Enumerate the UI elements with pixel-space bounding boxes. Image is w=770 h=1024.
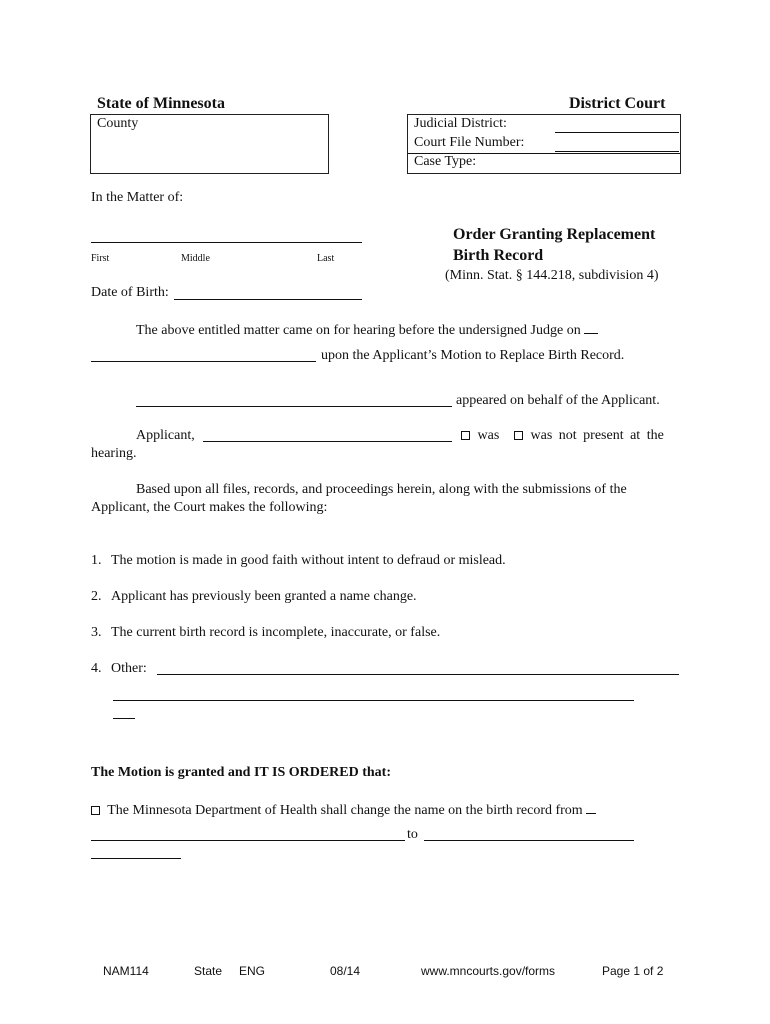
finding-4-text: Other: [111,661,147,676]
case-info-box [407,114,681,174]
hearing-date-field-start[interactable] [584,321,598,334]
footer-state: State [194,964,223,978]
title-line1: Order Granting Replacement [453,226,656,243]
title-line2: Birth Record [453,247,544,264]
statute-citation: (Minn. Stat. § 144.218, subdivision 4) [445,268,659,283]
finding-4-num: 4. [91,661,102,676]
footer-date: 08/14 [330,964,361,978]
appeared-text: appeared on behalf of the Applicant. [456,393,660,408]
based-line2: Applicant, the Court makes the following: [91,500,328,515]
order-heading: The Motion is granted and IT IS ORDERED that: [91,765,392,780]
to-label: to [407,827,418,842]
case-type-label: Case Type: [414,154,477,169]
hearing-intro [136,321,598,339]
finding-2-text: Applicant has previously been granted a name change. [111,589,417,604]
hearing-intro-text: The above entitled matter came on for hearing before the undersigned Judge on [136,323,581,338]
name-field[interactable] [91,242,362,243]
finding-1-num: 1. [91,553,102,568]
old-name-field[interactable] [91,840,405,841]
new-name-field[interactable] [424,840,634,841]
motion-text: upon the Applicant’s Motion to Replace Birth Record. [321,348,625,363]
other-field-line1[interactable] [157,674,679,675]
finding-1 [91,553,506,569]
judicial-district-field[interactable] [555,132,679,133]
footer-url[interactable]: www.mncourts.gov/forms [421,964,556,978]
applicant-label: Applicant, [136,428,195,443]
was-not-checkbox[interactable] [514,431,523,440]
state-heading: State of Minnesota [97,95,225,112]
county-label: County [97,116,139,131]
dob-label: Date of Birth: [91,285,169,300]
in-matter-of-label: In the Matter of: [91,190,184,205]
footer-lang: ENG [239,964,266,978]
footer-form-id: NAM114 [103,964,149,978]
finding-3 [91,625,440,641]
other-field-line2[interactable] [113,700,634,701]
mdh-order [87,801,596,819]
finding-2 [91,589,417,605]
finding-3-num: 3. [91,625,102,640]
finding-3-text: The current birth record is incomplete, inaccurate, or false. [111,625,441,640]
was-checkbox[interactable] [461,431,470,440]
was-not-option[interactable] [510,428,664,444]
was-label: was [477,428,500,443]
old-name-field-start[interactable] [586,801,596,814]
dob-field[interactable] [174,299,362,300]
based-line1: Based upon all files, records, and proceedings herein, along with the submissions of the [136,482,627,497]
middle-label: Middle [181,253,210,264]
finding-2-num: 2. [91,589,102,604]
court-file-field[interactable] [555,151,679,152]
applicant-name-field[interactable] [203,441,452,442]
mdh-text: The Minnesota Department of Health shall change the name on the birth record from [107,803,583,818]
other-field-line3[interactable] [113,718,135,719]
last-label: Last [317,253,335,264]
court-heading: District Court [569,95,666,112]
judicial-district-label: Judicial District: [414,116,507,131]
county-box[interactable] [90,114,329,174]
hearing-word: hearing. [91,446,137,461]
footer-page: Page 1 of 2 [602,964,664,978]
case-divider [408,153,680,154]
finding-1-text: The motion is made in good faith without intent to defraud or mislead. [111,553,506,568]
first-label: First [91,253,110,264]
court-file-label: Court File Number: [414,135,525,150]
was-not-label: was not present at the [530,428,664,443]
finding-4 [91,661,147,677]
appeared-by-field[interactable] [136,406,452,407]
was-option[interactable] [457,428,499,444]
hearing-date-field[interactable] [91,361,316,362]
new-name-field-cont[interactable] [91,858,181,859]
mdh-checkbox[interactable] [91,806,100,815]
